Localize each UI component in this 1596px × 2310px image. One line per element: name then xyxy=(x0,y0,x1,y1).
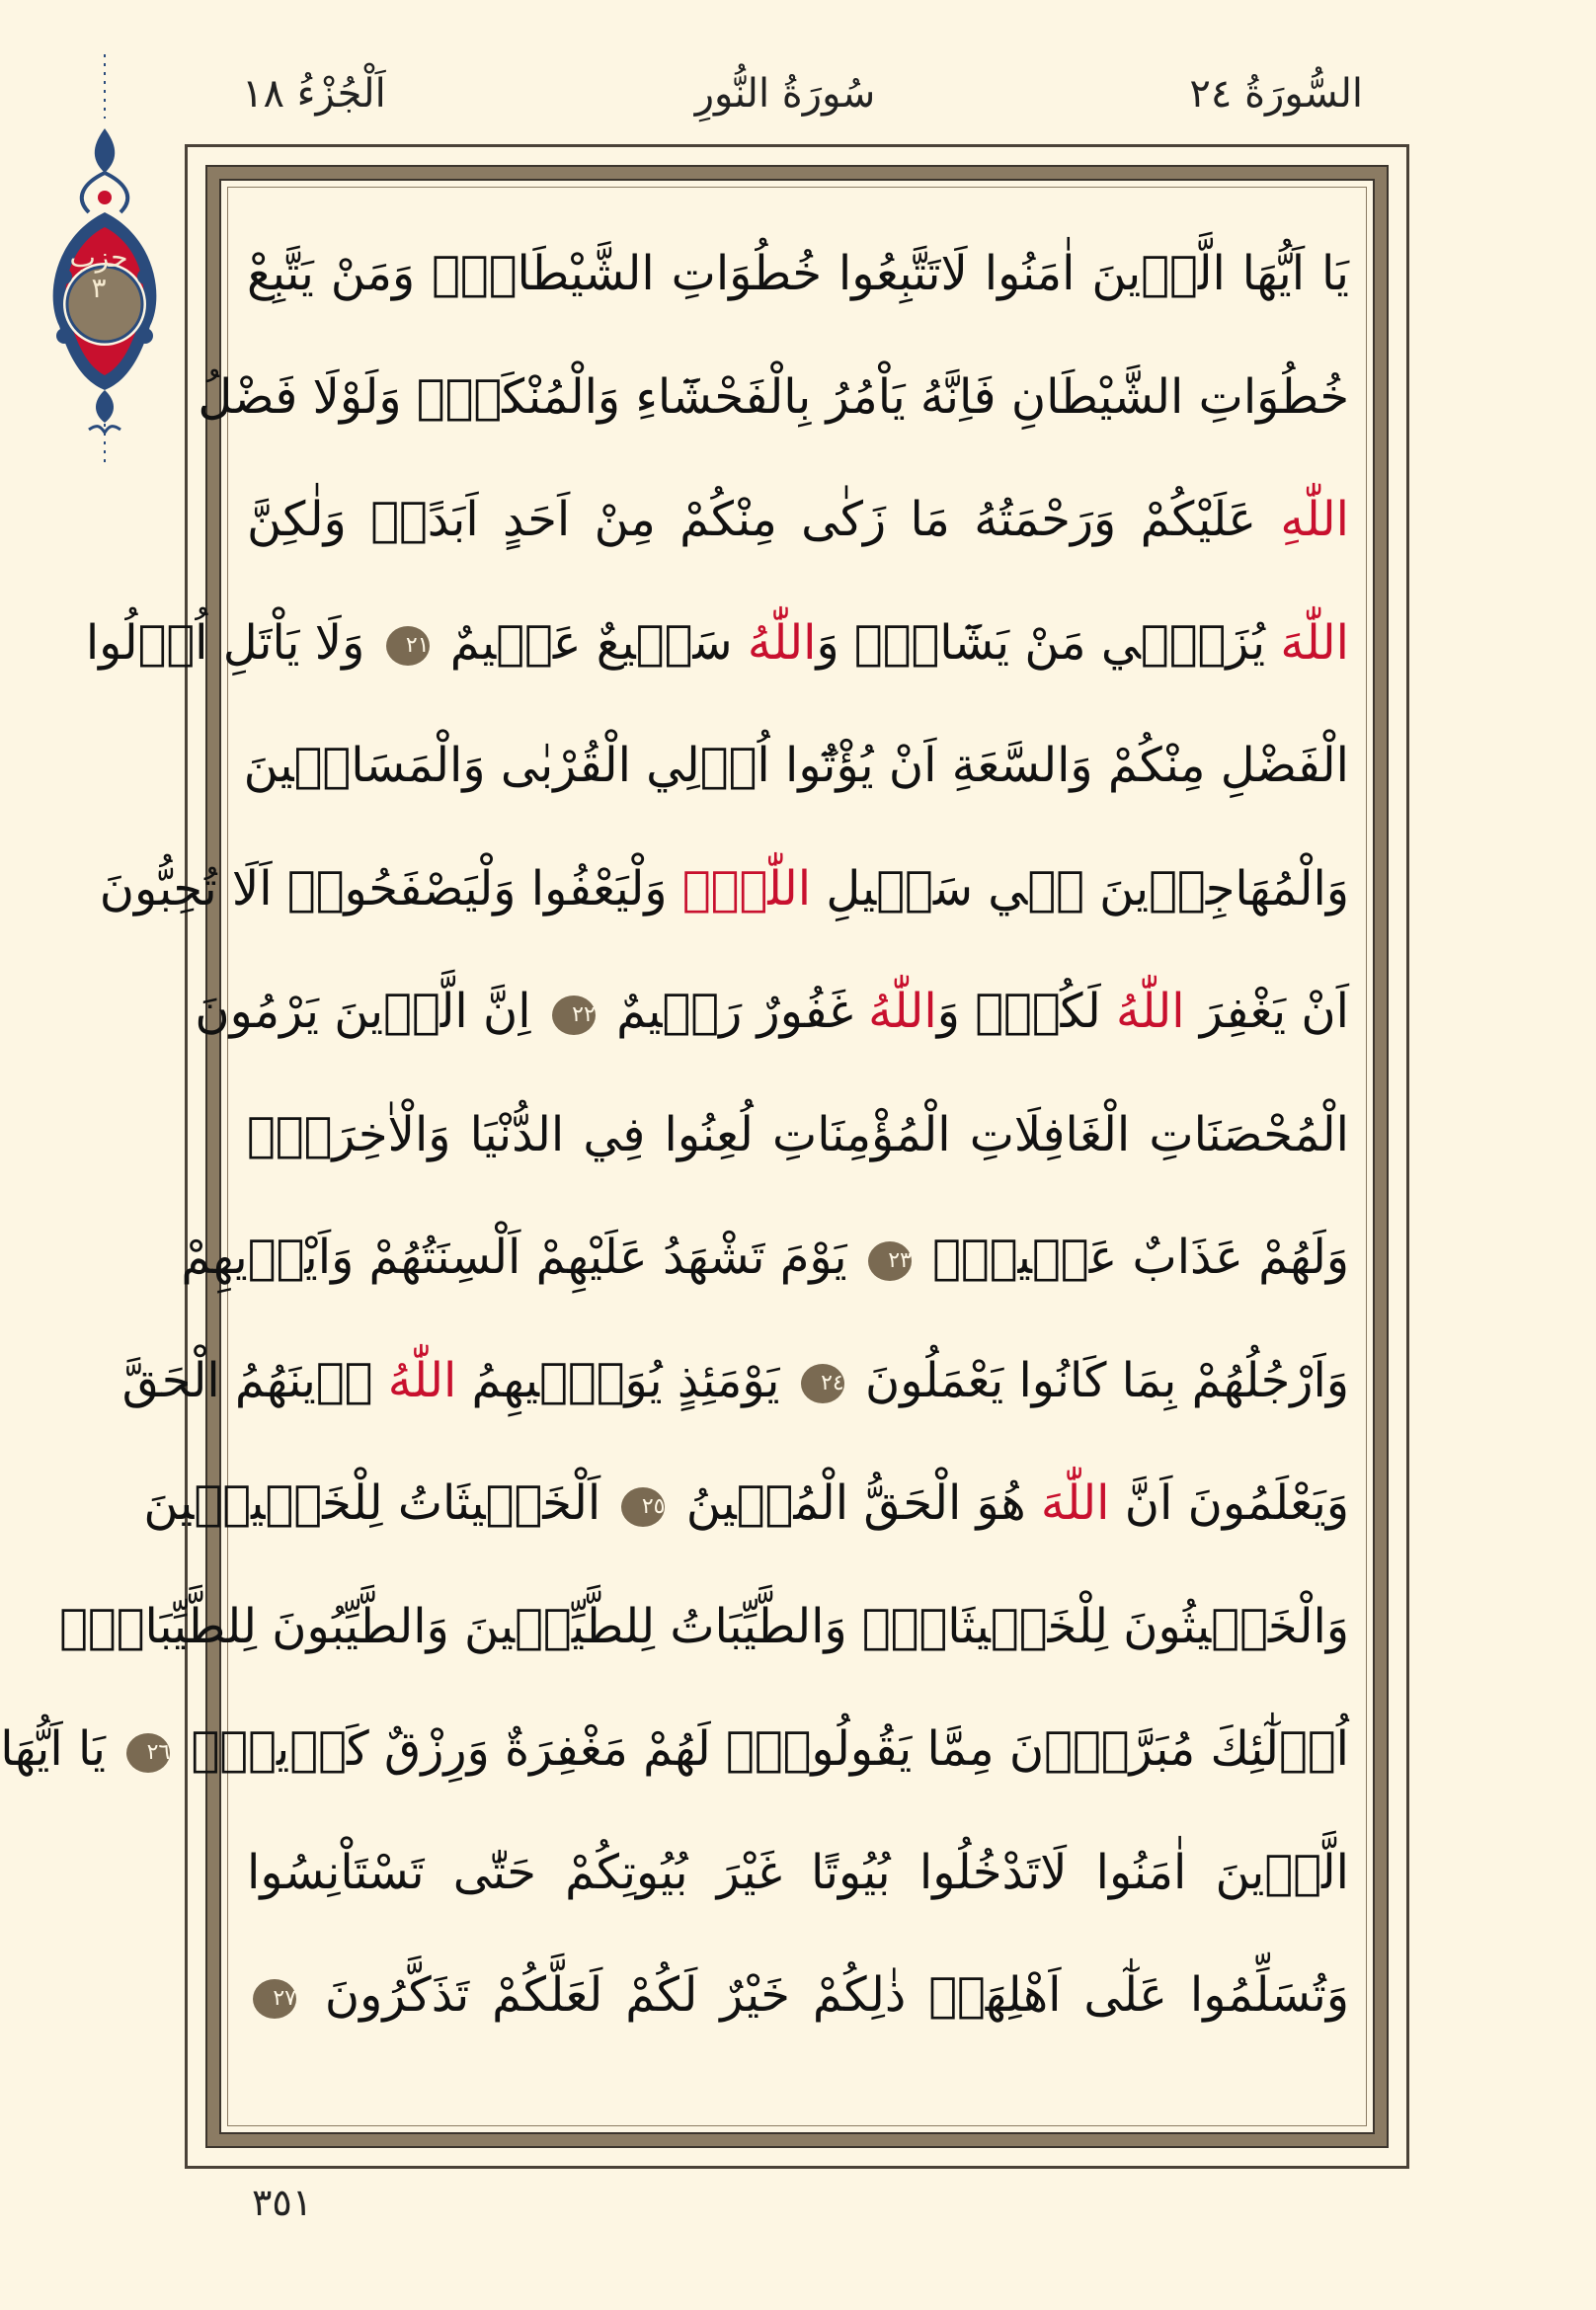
divine-name: اللّٰهَ xyxy=(1280,614,1349,671)
text-line xyxy=(195,950,1349,1074)
divine-name: اللّٰهِ xyxy=(681,860,812,916)
text-line xyxy=(0,1688,1349,1811)
hizb-number: ٣ xyxy=(91,272,107,304)
divine-name: اللّٰهِ xyxy=(1280,492,1349,547)
juz-number: اَلْجُزْءُ ١٨ xyxy=(242,71,386,117)
hizb-marker xyxy=(59,242,138,303)
divine-name: اللّٰهُ xyxy=(387,1352,457,1408)
ayah-number-marker: ٢٤ xyxy=(801,1364,844,1403)
ayah-number-marker: ٢٣ xyxy=(868,1241,912,1281)
verse-text: وَتُسَلِّمُوا عَلٰٓى اَهْلِهَاۜ ذٰلِكُمْ خَيْرٌ لَكُمْ لَعَلَّكُمْ تَذَكَّرُونَ xyxy=(302,1967,1349,2023)
verse-text: وَلَا يَاْتَلِ اُو۬لُوا xyxy=(85,614,380,671)
ayah-number-marker: ٢١ xyxy=(386,626,430,666)
text-line xyxy=(59,1565,1349,1689)
verse-text: غَفُورٌ رَحٖيمٌ xyxy=(600,984,869,1039)
divine-name: اللّٰهَ xyxy=(1040,1475,1110,1531)
verse-text: وَالْخَبٖيثُونَ لِلْخَبٖيثَاتِۚ وَالطَّيِّبَاتُ لِلطَّيِّبٖينَ وَالطَّيِّبُونَ لِلطَّيِّبَاتِۚ xyxy=(59,1598,1349,1654)
divine-name: اللّٰهُ xyxy=(747,614,817,671)
text-line xyxy=(85,582,1349,705)
verse-text: عَلَيْكُمْ وَرَحْمَتُهُ مَا زَكٰى مِنْكُمْ مِنْ اَحَدٍ اَبَدًاۙ وَلٰكِنَّ xyxy=(247,492,1281,547)
divine-name: اللّٰهُ xyxy=(1116,984,1185,1039)
text-line xyxy=(247,458,1349,582)
verse-text: يَا اَيُّهَا الَّذٖينَ اٰمَنُوا لَاتَتَّبِعُوا خُطُوَاتِ الشَّيْطَانِۜ وَمَنْ يَتَّبِعْ xyxy=(247,246,1349,301)
verse-text: وَلَهُمْ عَذَابٌ عَظٖيمٌۙ xyxy=(917,1230,1349,1285)
verse-text: وَاَرْجُلُهُمْ بِمَا كَانُوا يَعْمَلُونَ xyxy=(849,1352,1349,1408)
verse-text: لَكُمْۜ وَ xyxy=(936,984,1117,1039)
verse-text: وَيَعْلَمُونَ اَنَّ xyxy=(1109,1475,1349,1531)
text-line xyxy=(143,1442,1349,1565)
text-line xyxy=(247,1934,1349,2057)
verse-text: يَوْمَ تَشْهَدُ عَلَيْهِمْ اَلْسِنَتُهُمْ وَاَيْدٖيهِمْ xyxy=(181,1230,862,1285)
text-line xyxy=(198,336,1349,459)
verse-text: يُزَكّٖي مَنْ يَشَٓاءُۜ وَ xyxy=(816,614,1281,671)
surah-name: سُورَةُ النُّورِ xyxy=(694,71,876,117)
ayah-number-marker: ٢٦ xyxy=(126,1733,170,1773)
verse-text: الَّذٖينَ اٰمَنُوا لَاتَدْخُلُوا بُيُوتًا غَيْرَ بُيُوتِكُمْ حَتّٰى تَسْتَاْنِسُوا xyxy=(247,1844,1349,1900)
page-header xyxy=(178,71,1393,130)
ayah-number-marker: ٢٥ xyxy=(621,1487,665,1527)
verse-text: اُو۬لٰٓئِكَ مُبَرَّؤُ۫نَ مِمَّا يَقُولُونَۜ لَهُمْ مَغْفِرَةٌ وَرِزْقٌ كَرٖيمٌ۟ xyxy=(176,1721,1349,1777)
text-line xyxy=(247,212,1349,336)
ayah-number-marker: ٢٢ xyxy=(552,996,596,1035)
verse-text: الْفَضْلِ مِنْكُمْ وَالسَّعَةِ اَنْ يُؤْتُٓوا اُو۬لِي الْقُرْبٰى وَالْمَسَاكٖينَ xyxy=(243,738,1349,793)
text-line xyxy=(243,704,1349,828)
verse-text: خُطُوَاتِ الشَّيْطَانِ فَاِنَّهُ يَاْمُرُ بِالْفَحْشَٓاءِ وَالْمُنْكَرِۜ وَلَوْلَا فَضْلُ xyxy=(198,368,1349,425)
verse-text: هُوَ الْحَقُّ الْمُبٖينُ xyxy=(671,1475,1041,1531)
hizb-label: حزب xyxy=(69,241,128,274)
text-line xyxy=(247,1811,1349,1935)
divine-name: اللّٰهُ xyxy=(868,984,937,1039)
verse-text: يَا اَيُّهَا xyxy=(0,1721,121,1777)
text-line xyxy=(247,1074,1349,1197)
verse-text: دٖينَهُمُ الْحَقَّ xyxy=(121,1352,388,1408)
verse-text: الْمُحْصَنَاتِ الْغَافِلَاتِ الْمُؤْمِنَاتِ لُعِنُوا فِي الدُّنْيَا وَالْاٰخِرَةِۖ xyxy=(247,1106,1349,1162)
text-line xyxy=(121,1319,1349,1443)
verse-text: وَالْمُهَاجِرٖينَ فٖي سَبٖيلِ xyxy=(811,860,1349,916)
text-line xyxy=(181,1196,1349,1319)
verse-text: يَوْمَئِذٍ يُوَفّٖيهِمُ xyxy=(456,1352,795,1408)
surah-number: السُّورَةُ ٢٤ xyxy=(1189,71,1363,117)
ayah-number-marker: ٢٧ xyxy=(253,1979,296,2019)
verse-text: سَمٖيعٌ عَلٖيمٌ xyxy=(435,614,748,671)
verse-text: اَلْخَبٖيثَاتُ لِلْخَبٖيثٖينَ xyxy=(143,1475,616,1531)
verse-text: اِنَّ الَّذٖينَ يَرْمُونَ xyxy=(195,984,546,1039)
verse-text: اَنْ يَغْفِرَ xyxy=(1184,984,1349,1039)
text-line xyxy=(99,828,1349,951)
page-number: ٣٥١ xyxy=(252,2181,313,2224)
verse-text: ۖ وَلْيَعْفُوا وَلْيَصْفَحُواۜ اَلَا تُحِبُّونَ xyxy=(99,860,682,916)
